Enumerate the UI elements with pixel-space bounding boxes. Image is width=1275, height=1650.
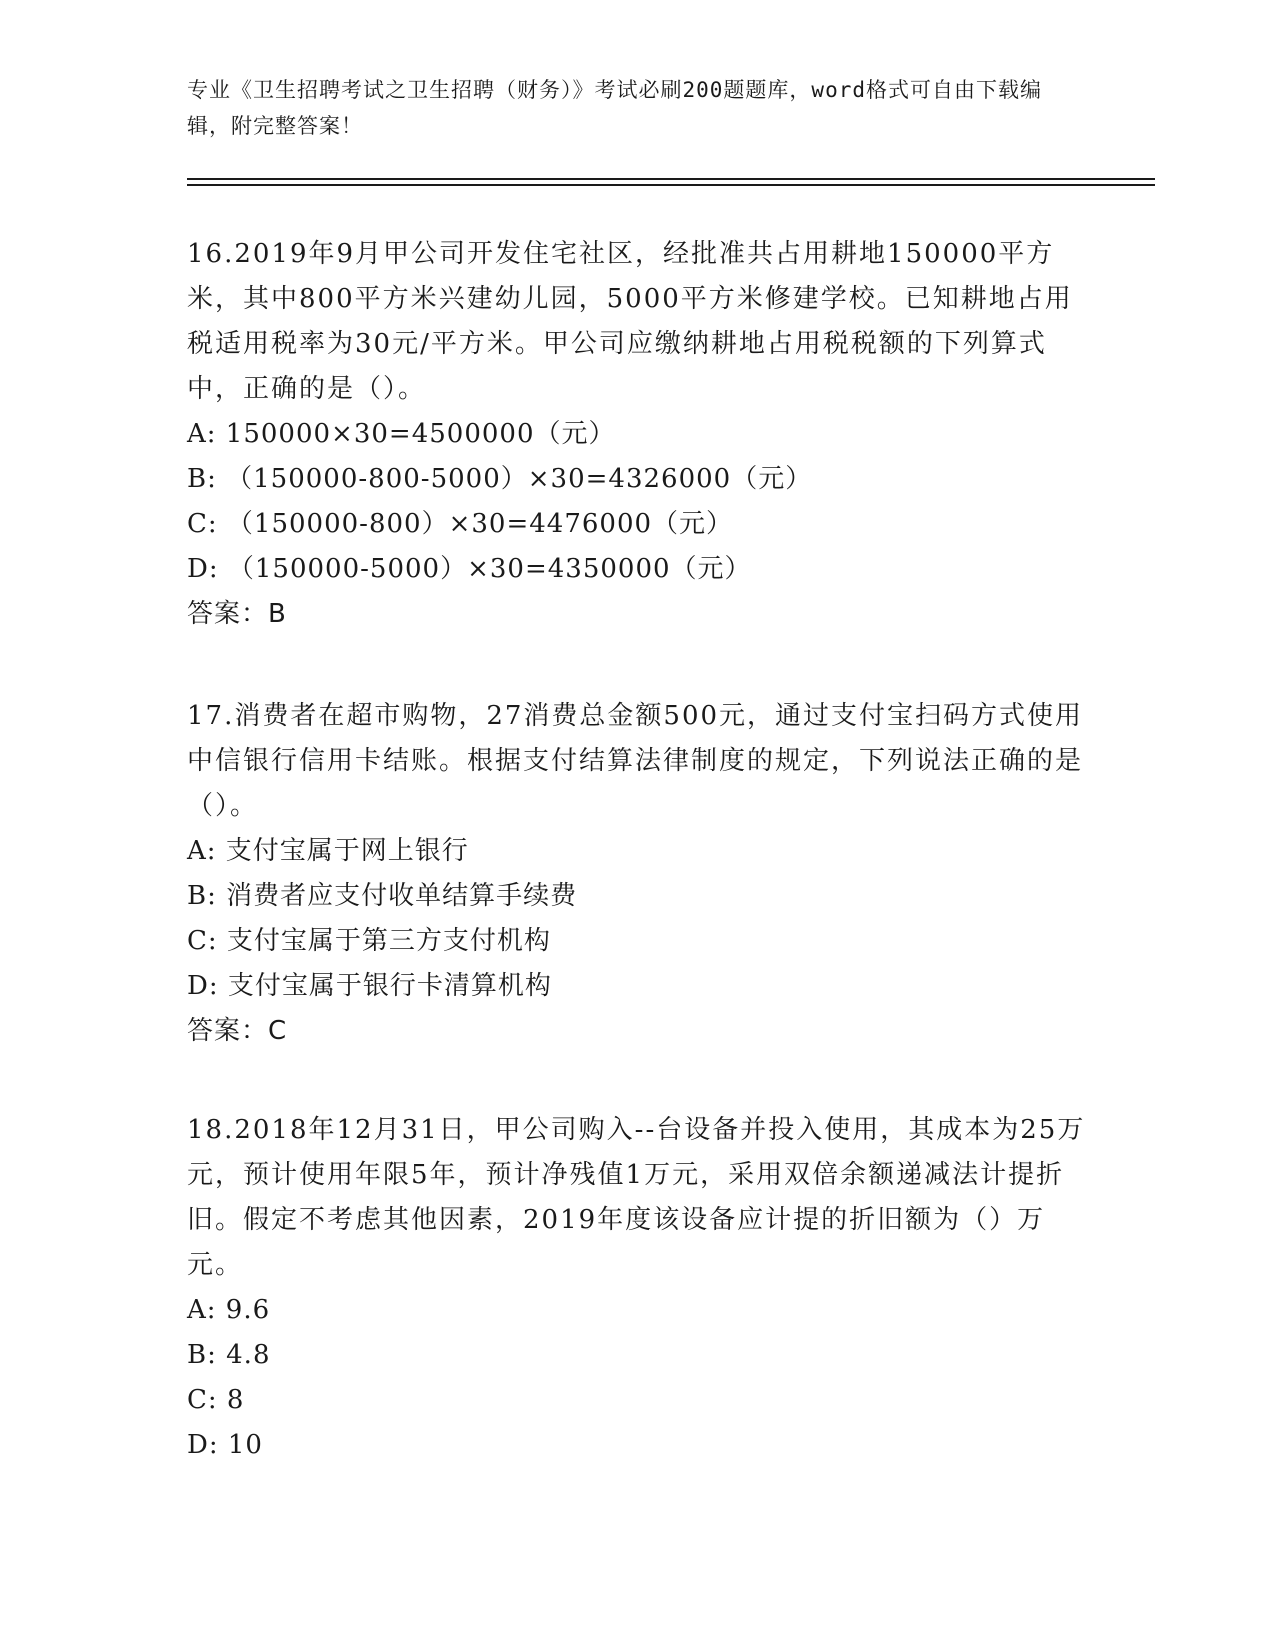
option-b: B: （150000-800-5000）×30=4326000（元）: [187, 464, 813, 494]
option-a: A: 支付宝属于网上银行: [187, 836, 469, 866]
option-c: C: 8: [187, 1385, 245, 1415]
option-d: D: （150000-5000）×30=4350000（元）: [187, 554, 752, 584]
answer: 答案：B: [187, 599, 287, 629]
header-divider-top: [187, 178, 1155, 180]
option-d: D: 10: [187, 1430, 263, 1460]
question-stem: 17.消费者在超市购物，27消费总金额500元，通过支付宝扫码方式使用中信银行信用卡结账。根据支付结算法律制度的规定，下列说法正确的是（）。: [187, 701, 1084, 821]
option-c: C: （150000-800）×30=4476000（元）: [187, 509, 734, 539]
question-16: [187, 232, 1087, 637]
document-header: 专业《卫生招聘考试之卫生招聘（财务）》考试必刷200题题库，word格式可自由下载编辑，附完整答案！: [187, 78, 1042, 138]
question-stem: 18.2018年12月31日，甲公司购入--台设备并投入使用，其成本为25万元，预计使用年限5年，预计净残值1万元，采用双倍余额递减法计提折旧。假定不考虑其他因素，2019年度该设备应计提的折旧额为（）万元。: [187, 1115, 1086, 1280]
question-17: [187, 694, 1087, 1054]
option-b: B: 消费者应支付收单结算手续费: [187, 881, 578, 911]
option-b: B: 4.8: [187, 1340, 271, 1370]
question-stem: 16.2019年9月甲公司开发住宅社区，经批准共占用耕地150000平方米，其中800平方米兴建幼儿园，5000平方米修建学校。已知耕地占用税适用税率为30元/平方米。甲公司应缴纳耕地占用税税额的下列算式中，正确的是（）。: [187, 239, 1073, 404]
question-18: [187, 1108, 1087, 1468]
answer: 答案：C: [187, 1016, 288, 1046]
option-a: A: 150000×30=4500000（元）: [187, 419, 616, 449]
option-a: A: 9.6: [187, 1295, 271, 1325]
header-divider-bottom: [187, 184, 1155, 186]
option-c: C: 支付宝属于第三方支付机构: [187, 926, 551, 956]
option-d: D: 支付宝属于银行卡清算机构: [187, 971, 552, 1001]
